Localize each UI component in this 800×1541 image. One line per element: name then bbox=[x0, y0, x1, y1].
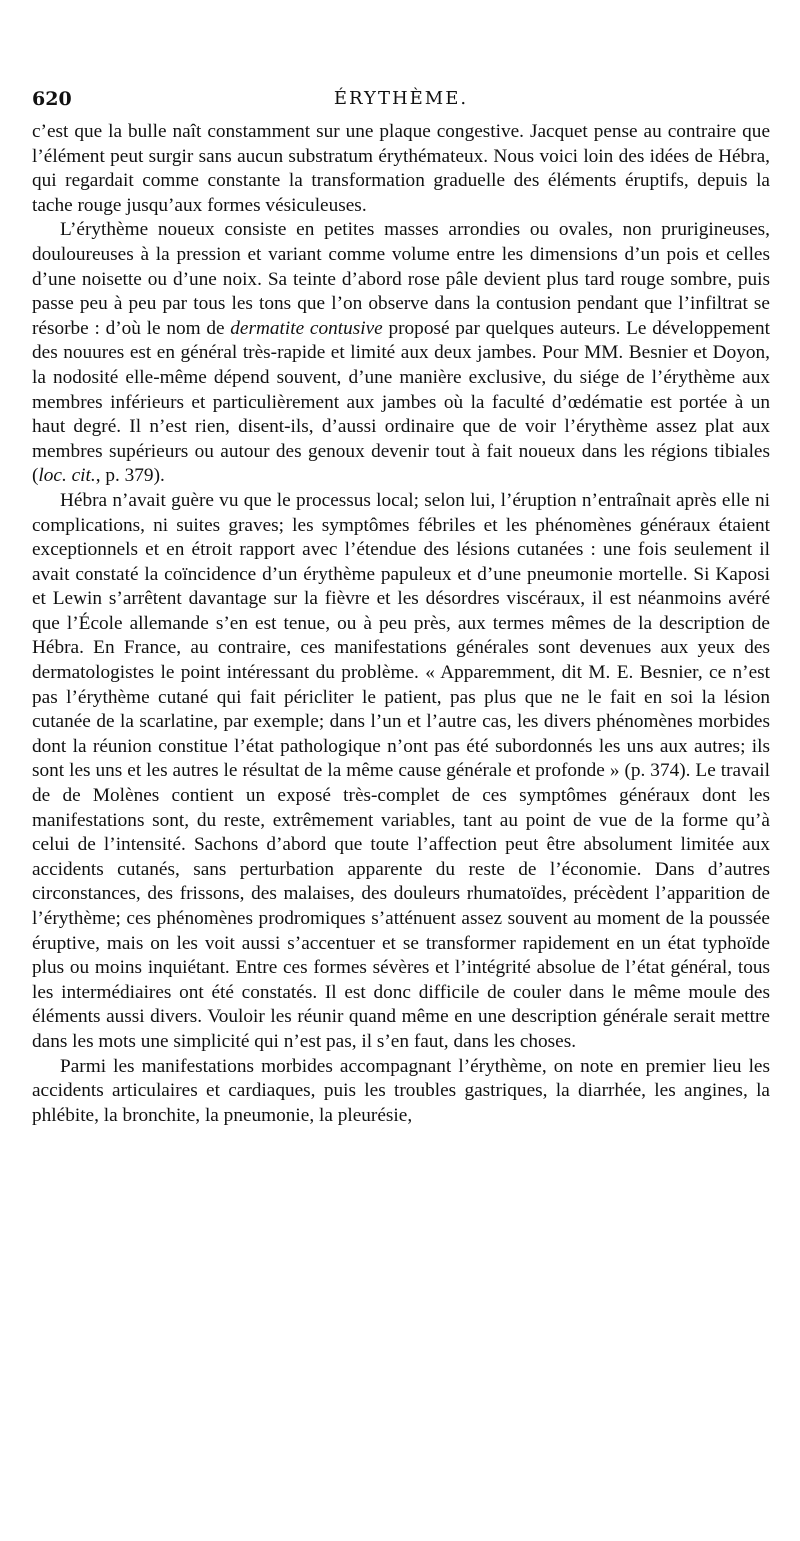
page-header bbox=[32, 88, 770, 118]
italic-citation: loc. cit. bbox=[38, 465, 96, 487]
paragraph-erytheme-noueux: L’érythème noueux consiste en petites masses arrondies ou ovales, non prurigineuses, douloureuses à la pression et variant comme volume entre les dimensions d’un pois et celles d’une noisette ou d’une noix. Sa teinte d’abord rose pâle devient plus tard rouge sombre, puis passe peu à peu par tous les tons que l’on observe dans la contusion pendant que l’infiltrat se résorbe : d’où le nom de dermatite contusive proposé par quelques auteurs. Le développement des nouures est en général très-rapide et limité aux deux jambes. Pour MM. Besnier et Doyon, la nodosité elle-même dépend souvent, d’une manière exclusive, du siége de l’érythème aux membres inférieurs et particulièrement aux jambes où la faculté d’œdématie est portée à un haut degré. Il n’est rien, disent-ils, d’aussi ordinaire que de voir l’érythème assez plat aux membres supérieurs ou autour des genoux devenir tout à fait noueux dans les régions tibiales (loc. cit., p. 379). bbox=[32, 219, 770, 487]
paragraph-hebra: Hébra n’avait guère vu que le processus local; selon lui, l’éruption n’entraînait après elle ni complications, ni suites graves; les symptômes fébriles et les phénomènes généraux étaient exceptionnels et en étroit rapport avec l’étendue des lésions cutanées : une fois seulement il avait constaté la coïncidence d’un érythème papuleux et d’une pneumonie mortelle. Si Kaposi et Lewin s’arrêtent davantage sur la fièvre et les désordres viscéraux, il est néanmoins avéré que l’École allemande s’en est tenue, ou à peu près, aux termes mêmes de la description de Hébra. En France, au contraire, ces manifestations générales sont devenues aux yeux des dermatologistes le point intéressant du problème. « Apparemment, dit M. E. Besnier, ce n’est pas l’érythème cutané qui fait péricliter le patient, pas plus que ne le fait en soi la lésion cutanée de la scarlatine, par exemple; dans l’un et l’autre cas, les divers phénomènes morbides dont la réunion constitue l’état pathologique n’ont pas été subordonnés les uns aux autres; ils sont les uns et les autres le résultat de la même cause générale et profonde » (p. 374). Le travail de de Molènes contient un exposé très-complet de ces symptômes généraux dont les manifestations sont, du reste, extrêmement variables, tant au point de vue de la forme qu’à celui de l’intensité. Sachons d’abord que toute l’affection peut être absolument limitée aux accidents cutanés, sans perturbation apparente du reste de l’économie. Dans d’autres circonstances, des frissons, des malaises, des douleurs rhumatoïdes, précèdent l’apparition de l’érythème; ces phénomènes prodromiques s’atténuent assez souvent au moment de la poussée éruptive, mais on les voit aussi s’accentuer et se transformer rapidement en un état typhoïde plus ou moins inquiétant. Entre ces formes sévères et l’intégrité absolue de l’état général, tous les intermédiaires ont été constatés. Il est donc difficile de couler dans le même moule des éléments aussi divers. Vouloir les réunir quand même en une description générale serait mettre dans les mots une simplicité qui n’est pas, il s’en faut, dans les choses. bbox=[32, 489, 770, 1052]
paragraph-continuation: c’est que la bulle naît constamment sur une plaque congestive. Jacquet pense au contraire que l’élément peut surgir sans aucun substratum érythémateux. Nous voici loin des idées de Hébra, qui regardait comme constante la transformation graduelle des éléments éruptifs, depuis la tache rouge jusqu’aux formes vésiculeuses. bbox=[32, 121, 770, 216]
page-body bbox=[32, 120, 770, 1128]
paragraph-manifestations: Parmi les manifestations morbides accompagnant l’érythème, on note en premier lieu les accidents articulaires et cardiaques, puis les troubles gastriques, la diarrhée, les angines, la phlébite, la bronchite, la pneumonie, la pleurésie, bbox=[32, 1055, 770, 1126]
italic-term: dermatite contusive bbox=[230, 317, 383, 339]
page-number: 620 bbox=[32, 88, 72, 110]
running-title: ÉRYTHÈME. bbox=[333, 88, 469, 109]
